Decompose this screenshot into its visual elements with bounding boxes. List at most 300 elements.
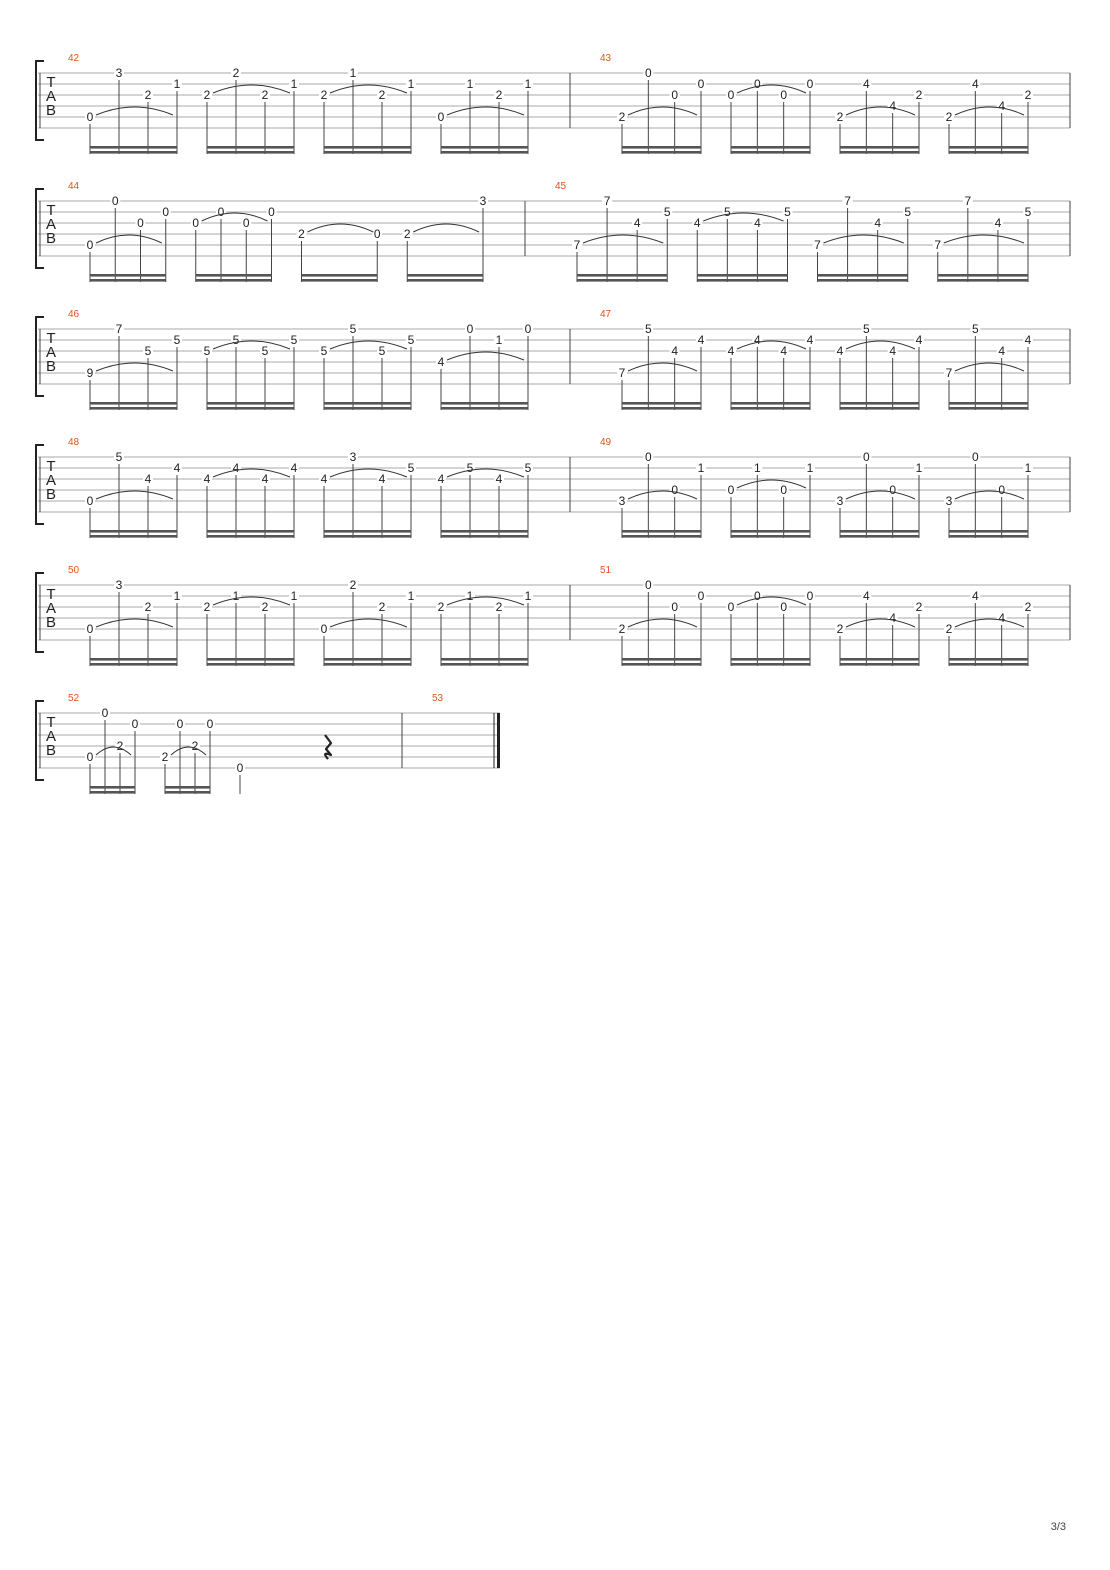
let-ring-arc — [944, 235, 1024, 243]
fret-number: 0 — [192, 216, 200, 230]
fret-number: 5 — [320, 344, 328, 358]
fret-number: 0 — [137, 216, 144, 230]
let-ring-arc — [955, 619, 1024, 627]
fret-number: 4 — [998, 611, 1006, 625]
fret-number: 2 — [915, 600, 923, 614]
fret-number: 1 — [697, 461, 705, 475]
beam — [949, 407, 1028, 410]
let-ring-arc — [703, 213, 783, 221]
beam — [731, 535, 810, 538]
tab-clef-letter: A — [45, 216, 57, 233]
fret-number: 3 — [349, 450, 357, 464]
fret-number: 0 — [206, 717, 214, 731]
beam — [441, 146, 528, 149]
fret-number: 4 — [173, 461, 181, 475]
beam — [324, 663, 411, 666]
fret-number: 5 — [466, 461, 474, 475]
fret-number: 4 — [998, 99, 1006, 113]
fret-number: 5 — [407, 461, 415, 475]
beam — [840, 658, 919, 661]
beam — [840, 535, 919, 538]
let-ring-arc — [583, 235, 663, 243]
beam — [840, 663, 919, 666]
tab-clef-letter: T — [46, 714, 56, 731]
beam — [207, 530, 294, 533]
fret-number: 0 — [242, 216, 250, 230]
fret-number: 1 — [1024, 461, 1032, 475]
fret-number: 0 — [101, 706, 109, 720]
fret-number: 0 — [437, 110, 445, 124]
let-ring-arc — [171, 747, 206, 755]
beam — [622, 407, 701, 410]
beam — [324, 407, 411, 410]
beam — [207, 146, 294, 149]
fret-number: 4 — [144, 472, 152, 486]
fret-number: 5 — [290, 333, 298, 347]
tab-clef-letter: B — [45, 486, 57, 503]
fret-number: 5 — [663, 205, 671, 219]
fret-number: 2 — [618, 622, 626, 636]
beam — [324, 151, 411, 154]
fret-number: 4 — [915, 333, 923, 347]
fret-number: 0 — [644, 66, 652, 80]
fret-number: 5 — [115, 450, 123, 464]
fret-number: 5 — [723, 205, 731, 219]
beam — [165, 791, 210, 794]
beam — [949, 146, 1028, 149]
fret-number: 5 — [862, 322, 870, 336]
tab-clef-letter: T — [46, 74, 56, 91]
fret-number: 1 — [349, 66, 357, 80]
fret-number: 1 — [407, 77, 415, 91]
fret-number: 2 — [203, 88, 211, 102]
fret-number: 5 — [378, 344, 386, 358]
tab-clef-letter: T — [46, 202, 56, 219]
fret-number: 0 — [162, 205, 170, 219]
tab-clef-letter: A — [45, 88, 57, 105]
fret-number: 0 — [806, 589, 814, 603]
let-ring-arc — [96, 363, 173, 371]
beam — [324, 402, 411, 405]
let-ring-arc — [330, 341, 407, 349]
fret-number: 4 — [727, 344, 735, 358]
fret-number: 1 — [524, 77, 532, 91]
tab-clef-letter: T — [46, 458, 56, 475]
fret-number: 1 — [466, 77, 474, 91]
fret-number: 0 — [780, 88, 788, 102]
fret-number: 2 — [945, 622, 953, 636]
beam — [441, 151, 528, 154]
beam — [622, 146, 701, 149]
fret-number: 7 — [603, 194, 611, 208]
fret-number: 2 — [945, 110, 953, 124]
fret-number: 0 — [889, 483, 897, 497]
fret-number: 0 — [176, 717, 184, 731]
beam — [949, 530, 1028, 533]
fret-number: 5 — [173, 333, 181, 347]
fret-number: 0 — [727, 483, 735, 497]
fret-number: 4 — [862, 589, 870, 603]
fret-number: 2 — [144, 600, 152, 614]
fret-number: 0 — [268, 205, 275, 219]
beam — [441, 535, 528, 538]
let-ring-arc — [824, 235, 904, 243]
fret-number: 0 — [671, 483, 679, 497]
let-ring-arc — [737, 341, 806, 349]
fret-number: 4 — [806, 333, 814, 347]
let-ring-arc — [447, 597, 524, 605]
beam — [407, 279, 483, 282]
fret-number: 4 — [994, 216, 1002, 230]
fret-number: 4 — [697, 333, 705, 347]
fret-number: 0 — [806, 77, 814, 91]
measure-number: 52 — [68, 693, 80, 704]
tab-clef-letter: A — [45, 728, 57, 745]
beam — [90, 151, 177, 154]
let-ring-arc — [955, 363, 1024, 371]
fret-number: 5 — [524, 461, 532, 475]
beam — [90, 274, 166, 277]
let-ring-arc — [846, 341, 915, 349]
measure-number: 42 — [68, 53, 80, 64]
tab-clef-letter: A — [45, 472, 57, 489]
fret-number: 4 — [437, 355, 445, 369]
fret-number: 2 — [437, 600, 445, 614]
fret-number: 0 — [753, 589, 761, 603]
fret-number: 0 — [320, 622, 328, 636]
fret-number: 5 — [1024, 205, 1032, 219]
fret-number: 5 — [203, 344, 211, 358]
fret-number: 7 — [814, 238, 821, 252]
fret-number: 0 — [671, 600, 679, 614]
fret-number: 5 — [644, 322, 652, 336]
beam — [207, 658, 294, 661]
let-ring-arc — [628, 363, 697, 371]
let-ring-arc — [628, 619, 697, 627]
fret-number: 2 — [298, 227, 305, 241]
beam — [731, 151, 810, 154]
fret-number: 4 — [780, 344, 788, 358]
fret-number: 0 — [86, 494, 94, 508]
fret-number: 4 — [874, 216, 882, 230]
fret-number: 5 — [904, 205, 912, 219]
fret-number: 0 — [644, 578, 652, 592]
let-ring-arc — [955, 107, 1024, 115]
fret-number: 1 — [290, 589, 298, 603]
fret-number: 4 — [320, 472, 328, 486]
let-ring-arc — [846, 619, 915, 627]
measure-number: 51 — [600, 565, 612, 576]
fret-number: 1 — [173, 589, 181, 603]
measure-number: 50 — [68, 565, 80, 576]
fret-number: 0 — [466, 322, 474, 336]
beam — [324, 530, 411, 533]
fret-number: 1 — [290, 77, 298, 91]
tab-clef-letter: A — [45, 600, 57, 617]
fret-number: 0 — [780, 600, 788, 614]
tab-clef-letter: T — [46, 586, 56, 603]
fret-number: 2 — [403, 227, 411, 241]
fret-number: 0 — [998, 483, 1006, 497]
measure-number: 45 — [555, 181, 567, 192]
let-ring-arc — [628, 491, 697, 499]
beam — [731, 402, 810, 405]
fret-number: 0 — [373, 227, 381, 241]
fret-number: 4 — [378, 472, 386, 486]
let-ring-arc — [737, 480, 806, 488]
fret-number: 4 — [753, 333, 761, 347]
let-ring-arc — [213, 469, 290, 477]
fret-number: 0 — [131, 717, 139, 731]
tab-clef-letter: B — [45, 102, 57, 119]
beam — [207, 151, 294, 154]
fret-number: 1 — [753, 461, 761, 475]
beam — [622, 535, 701, 538]
fret-number: 2 — [495, 600, 503, 614]
fret-number: 5 — [261, 344, 269, 358]
fret-number: 4 — [693, 216, 701, 230]
beam — [731, 146, 810, 149]
beam — [840, 407, 919, 410]
let-ring-arc — [846, 107, 915, 115]
fret-number: 4 — [862, 77, 870, 91]
fret-number: 4 — [232, 461, 240, 475]
fret-number: 2 — [618, 110, 626, 124]
fret-number: 0 — [524, 322, 532, 336]
fret-number: 2 — [915, 88, 923, 102]
fret-number: 3 — [115, 578, 123, 592]
fret-number: 0 — [753, 77, 761, 91]
let-ring-arc — [447, 107, 524, 115]
beam — [324, 658, 411, 661]
tab-clef-letter: B — [45, 614, 57, 631]
beam — [622, 402, 701, 405]
beam — [818, 274, 908, 277]
fret-number: 1 — [466, 589, 474, 603]
let-ring-arc — [213, 597, 290, 605]
fret-number: 2 — [836, 622, 844, 636]
beam — [324, 146, 411, 149]
let-ring-arc — [96, 107, 173, 115]
beam — [731, 407, 810, 410]
beam — [622, 658, 701, 661]
beam — [441, 658, 528, 661]
measure-number: 53 — [432, 693, 444, 704]
fret-number: 1 — [173, 77, 181, 91]
beam — [441, 402, 528, 405]
let-ring-arc — [96, 747, 131, 755]
beam — [697, 279, 787, 282]
tab-clef-letter: B — [45, 230, 57, 247]
let-ring-arc — [213, 341, 290, 349]
beam — [302, 274, 378, 277]
fret-number: 1 — [524, 589, 532, 603]
beam — [622, 530, 701, 533]
beam — [90, 535, 177, 538]
fret-number: 7 — [115, 322, 123, 336]
beam — [90, 791, 135, 794]
let-ring-arc — [846, 491, 915, 499]
fret-number: 0 — [862, 450, 870, 464]
beam — [949, 658, 1028, 661]
fret-number: 0 — [671, 88, 679, 102]
beam — [90, 279, 166, 282]
fret-number: 5 — [144, 344, 152, 358]
page-number: 3/3 — [1050, 1521, 1066, 1533]
beam — [90, 530, 177, 533]
beam — [324, 535, 411, 538]
fret-number: 2 — [116, 739, 124, 753]
fret-number: 2 — [261, 88, 269, 102]
fret-number: 1 — [806, 461, 814, 475]
beam — [207, 535, 294, 538]
tab-clef-letter: T — [46, 330, 56, 347]
fret-number: 4 — [437, 472, 445, 486]
beam — [622, 151, 701, 154]
fret-number: 1 — [495, 333, 503, 347]
fret-number: 5 — [784, 205, 791, 219]
beam — [938, 279, 1028, 282]
let-ring-arc — [737, 85, 806, 93]
fret-number: 4 — [203, 472, 211, 486]
beam — [196, 274, 272, 277]
fret-number: 4 — [495, 472, 503, 486]
beam — [949, 535, 1028, 538]
fret-number: 7 — [964, 194, 972, 208]
fret-number: 4 — [1024, 333, 1032, 347]
let-ring-arc — [330, 469, 407, 477]
fret-number: 4 — [290, 461, 298, 475]
beam — [949, 151, 1028, 154]
quarter-rest-icon — [325, 735, 331, 759]
fret-number: 2 — [261, 600, 269, 614]
beam — [840, 146, 919, 149]
fret-number: 4 — [998, 344, 1006, 358]
measure-number: 43 — [600, 53, 612, 64]
fret-number: 0 — [727, 88, 735, 102]
fret-number: 2 — [378, 88, 386, 102]
fret-number: 4 — [889, 99, 897, 113]
measure-number: 49 — [600, 437, 612, 448]
tab-system — [36, 565, 1070, 666]
tab-clef-letter: B — [45, 742, 57, 759]
let-ring-arc — [628, 107, 697, 115]
fret-number: 0 — [86, 110, 94, 124]
tab-system — [36, 181, 1070, 282]
beam — [90, 663, 177, 666]
beam — [407, 274, 483, 277]
fret-number: 0 — [727, 600, 735, 614]
fret-number: 4 — [754, 216, 761, 230]
beam — [577, 274, 667, 277]
fret-number: 3 — [836, 494, 844, 508]
fret-number: 0 — [780, 483, 788, 497]
fret-number: 2 — [378, 600, 386, 614]
fret-number: 2 — [1024, 600, 1032, 614]
fret-number: 2 — [320, 88, 328, 102]
let-ring-arc — [413, 224, 479, 232]
fret-number: 7 — [844, 194, 851, 208]
tab-system — [36, 693, 500, 794]
beam — [90, 146, 177, 149]
beam — [207, 402, 294, 405]
fret-number: 7 — [573, 238, 581, 252]
let-ring-arc — [330, 619, 407, 627]
fret-number: 4 — [889, 344, 897, 358]
fret-number: 2 — [144, 88, 152, 102]
fret-number: 0 — [697, 77, 705, 91]
let-ring-arc — [447, 352, 524, 360]
fret-number: 1 — [915, 461, 923, 475]
tab-system — [36, 53, 1070, 154]
beam — [840, 530, 919, 533]
let-ring-arc — [96, 491, 173, 499]
beam — [90, 786, 135, 789]
fret-number: 0 — [697, 589, 705, 603]
fret-number: 5 — [407, 333, 415, 347]
fret-number: 4 — [671, 344, 679, 358]
let-ring-arc — [955, 491, 1024, 499]
let-ring-arc — [737, 597, 806, 605]
fret-number: 0 — [236, 761, 244, 775]
beam — [165, 786, 210, 789]
beam — [90, 402, 177, 405]
fret-number: 3 — [618, 494, 626, 508]
fret-number: 4 — [836, 344, 844, 358]
beam — [90, 658, 177, 661]
fret-number: 5 — [232, 333, 240, 347]
fret-number: 4 — [633, 216, 641, 230]
beam — [207, 663, 294, 666]
measure-number: 47 — [600, 309, 612, 320]
fret-number: 7 — [934, 238, 942, 252]
fret-number: 3 — [945, 494, 953, 508]
fret-number: 3 — [115, 66, 123, 80]
tab-clef-letter: A — [45, 344, 57, 361]
fret-number: 7 — [945, 366, 953, 380]
fret-number: 0 — [86, 238, 94, 252]
fret-number: 4 — [971, 77, 979, 91]
fret-number: 4 — [971, 589, 979, 603]
let-ring-arc — [96, 235, 162, 243]
beam — [441, 407, 528, 410]
beam — [949, 663, 1028, 666]
measure-number: 46 — [68, 309, 80, 320]
fret-number: 9 — [86, 366, 94, 380]
beam — [840, 402, 919, 405]
fret-number: 0 — [644, 450, 652, 464]
fret-number: 0 — [86, 622, 94, 636]
fret-number: 1 — [232, 589, 240, 603]
fret-number: 2 — [836, 110, 844, 124]
fret-number: 2 — [203, 600, 211, 614]
beam — [731, 658, 810, 661]
fret-number: 4 — [889, 611, 897, 625]
beam — [441, 530, 528, 533]
beam — [577, 279, 667, 282]
fret-number: 0 — [217, 205, 225, 219]
let-ring-arc — [308, 224, 374, 232]
fret-number: 2 — [191, 739, 199, 753]
fret-number: 0 — [111, 194, 119, 208]
beam — [90, 407, 177, 410]
tab-system — [36, 437, 1070, 538]
beam — [949, 402, 1028, 405]
fret-number: 7 — [618, 366, 626, 380]
beam — [938, 274, 1028, 277]
fret-number: 5 — [971, 322, 979, 336]
fret-number: 4 — [261, 472, 269, 486]
